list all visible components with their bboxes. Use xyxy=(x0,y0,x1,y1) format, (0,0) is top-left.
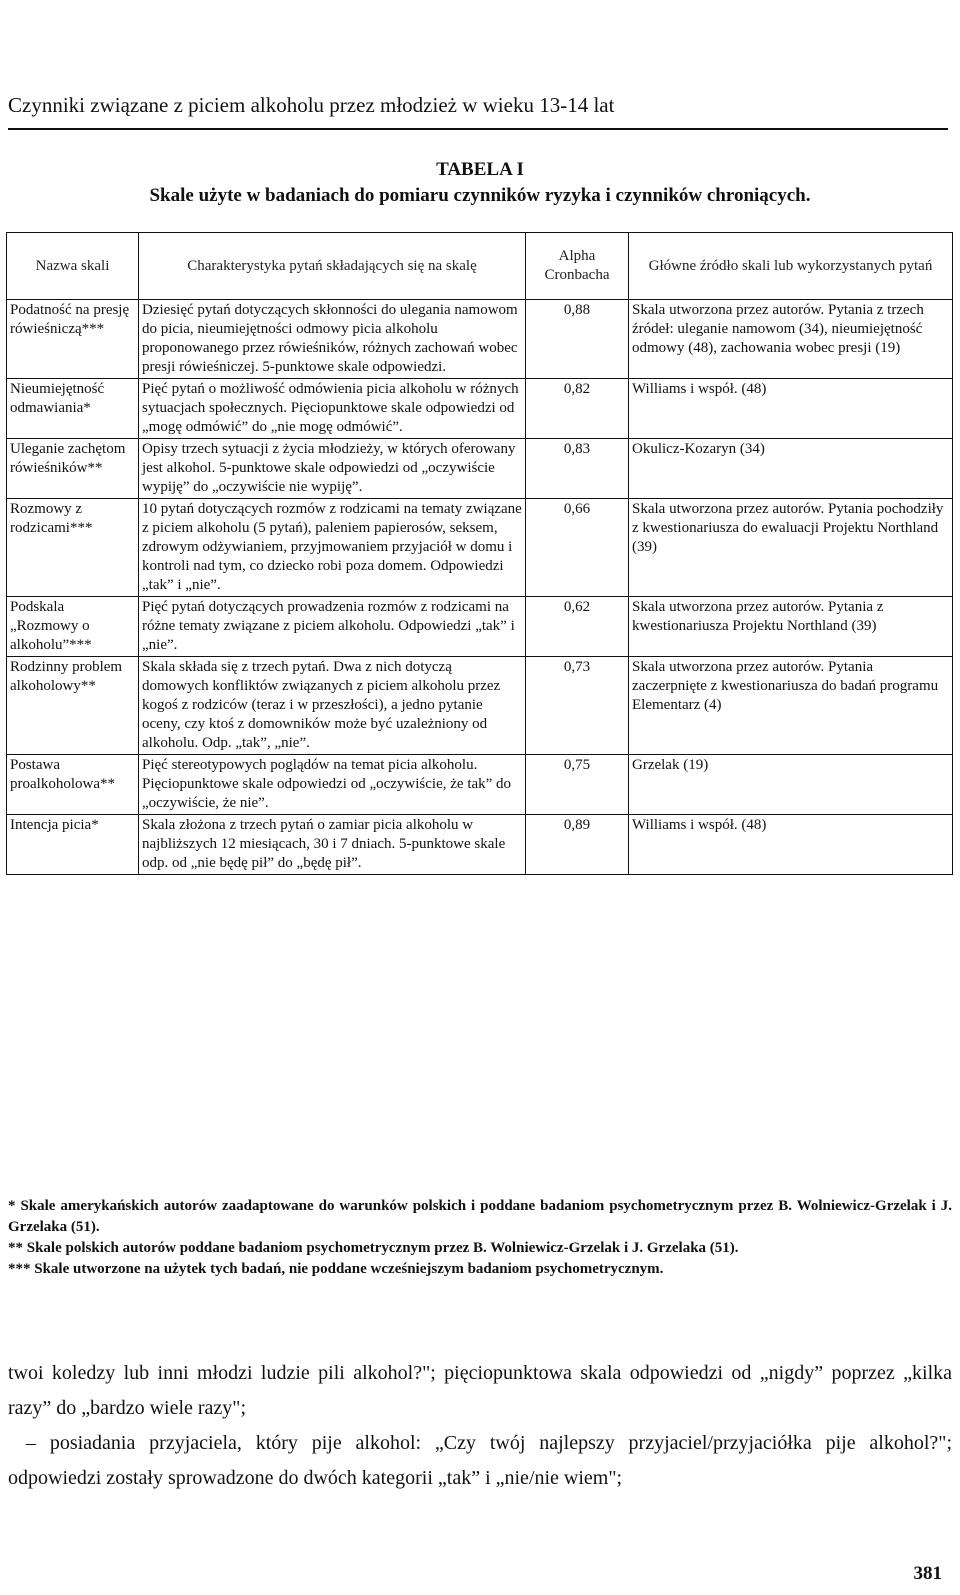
table-header-row xyxy=(7,233,953,300)
scale-source: Okulicz-Kozaryn (34) xyxy=(629,439,953,499)
table-row xyxy=(7,499,953,597)
body-paragraph: – posiadania przyjaciela, który pije alkohol: „Czy twój najlepszy przyjaciel/przyjaciółka pije alkohol?"; odpowiedzi zostały sprowadzone do dwóch kategorii „tak” i „nie/nie wiem"; xyxy=(8,1432,952,1489)
footnote: *** Skale utworzone na użytek tych badań, nie poddane wcześniejszym badaniom psychometrycznym. xyxy=(8,1261,664,1277)
table-row xyxy=(7,657,953,755)
scale-description: 10 pytań dotyczących rozmów z rodzicami na tematy związane z piciem alkoholu (5 pytań), paleniem papierosów, seksem, zdrowym odżywianiem, przyjmowaniem przyjaciół w domu i kontroli nad tym, co dziecko robi poza domem. Odpowiedzi „tak” i „nie”. xyxy=(139,499,526,597)
alpha-value: 0,66 xyxy=(526,499,629,597)
page-number: 381 xyxy=(913,1563,942,1584)
header-alpha: Alpha Cronbacha xyxy=(526,233,629,300)
alpha-value: 0,83 xyxy=(526,439,629,499)
alpha-value: 0,88 xyxy=(526,300,629,379)
scale-description: Opisy trzech sytuacji z życia młodzieży, w których oferowany jest alkohol. 5-punktowe skale odpowiedzi od „oczywiście wypiję” do „oczywiście nie wypiję”. xyxy=(139,439,526,499)
header-scale-name: Nazwa skali xyxy=(7,233,139,300)
table-title: Skale użyte w badaniach do pomiaru czynników ryzyka i czynników chroniących. xyxy=(149,185,811,206)
scale-source: Williams i współ. (48) xyxy=(629,379,953,439)
scale-description: Dziesięć pytań dotyczących skłonności do ulegania namowom do picia, nieumiejętności odmowy picia alkoholu proponowanego przez rówieśników, różnych zachowań wobec presji rówieśniczej. 5-punktowe skale odpowiedzi. xyxy=(139,300,526,379)
header-rule xyxy=(8,128,948,130)
scale-name: Podatność na presję rówieśniczą*** xyxy=(7,300,139,379)
footnote: * Skale amerykańskich autorów zaadaptowane do warunków polskich i poddane badaniom psychometrycznym przez B. Wolniewicz-Grzelak i J. Grzelaka (51). xyxy=(8,1198,952,1235)
scale-source: Skala utworzona przez autorów. Pytania pochodziły z kwestionariusza do ewaluacji Projektu Northland (39) xyxy=(629,499,953,597)
table-row xyxy=(7,815,953,875)
table-row xyxy=(7,300,953,379)
alpha-value: 0,82 xyxy=(526,379,629,439)
scale-source: Williams i współ. (48) xyxy=(629,815,953,875)
table-footnotes xyxy=(8,1196,952,1280)
footnote: ** Skale polskich autorów poddane badaniom psychometrycznym przez B. Wolniewicz-Grzelak i J. Grzelaka (51). xyxy=(8,1240,739,1256)
body-text xyxy=(8,1356,952,1496)
alpha-value: 0,89 xyxy=(526,815,629,875)
scale-name: Nieumiejętność odmawiania* xyxy=(7,379,139,439)
scale-description: Skala złożona z trzech pytań o zamiar picia alkoholu w najbliższych 12 miesiącach, 30 i 7 dniach. 5-punktowe skale odp. od „nie będę pił” do „będę pił”. xyxy=(139,815,526,875)
scale-name: Postawa proalkoholowa** xyxy=(7,755,139,815)
scale-name: Intencja picia* xyxy=(7,815,139,875)
alpha-value: 0,75 xyxy=(526,755,629,815)
scale-name: Rodzinny problem alkoholowy** xyxy=(7,657,139,755)
scale-source: Skala utworzona przez autorów. Pytania z kwestionariusza Projektu Northland (39) xyxy=(629,597,953,657)
table-row xyxy=(7,439,953,499)
header-source: Główne źródło skali lub wykorzystanych pytań xyxy=(629,233,953,300)
table-row xyxy=(7,755,953,815)
scale-description: Pięć pytań o możliwość odmówienia picia alkoholu w różnych sytuacjach społecznych. Pięciopunktowe skale odpowiedzi od „mogę odmówić” do „nie mogę odmówić”. xyxy=(139,379,526,439)
table-label: TABELA I xyxy=(436,159,524,180)
alpha-value: 0,62 xyxy=(526,597,629,657)
scale-source: Skala utworzona przez autorów. Pytania z trzech źródeł: uleganie namowom (34), nieumiejętność odmowy (48), zachowania wobec presji (19) xyxy=(629,300,953,379)
header-description: Charakterystyka pytań składających się na skalę xyxy=(139,233,526,300)
scale-source: Grzelak (19) xyxy=(629,755,953,815)
running-head: Czynniki związane z piciem alkoholu przez młodzież w wieku 13-14 lat xyxy=(8,93,615,117)
scales-table xyxy=(6,232,953,875)
scale-source: Skala utworzona przez autorów. Pytania zaczerpnięte z kwestionariusza do badań programu Elementarz (4) xyxy=(629,657,953,755)
body-paragraph: twoi koledzy lub inni młodzi ludzie pili alkohol?"; pięciopunktowa skala odpowiedzi od „nigdy” poprzez „kilka razy” do „bardzo wiele razy"; xyxy=(8,1362,952,1419)
scale-description: Pięć stereotypowych poglądów na temat picia alkoholu. Pięciopunktowe skale odpowiedzi od „oczywiście, że tak” do „oczywiście, że nie”. xyxy=(139,755,526,815)
table-row xyxy=(7,597,953,657)
scale-description: Skala składa się z trzech pytań. Dwa z nich dotyczą domowych konfliktów związanych z piciem alkoholu przez kogoś z rodziców (teraz i w przeszłości), a jedno pytanie oceny, czy ktoś z domowników może być uzależniony od alkoholu. Odp. „tak”, „nie”. xyxy=(139,657,526,755)
scale-name: Podskala „Rozmowy o alkoholu”*** xyxy=(7,597,139,657)
scale-description: Pięć pytań dotyczących prowadzenia rozmów z rodzicami na różne tematy związane z piciem alkoholu. Odpowiedzi „tak” i „nie”. xyxy=(139,597,526,657)
scale-name: Uleganie zachętom rówieśników** xyxy=(7,439,139,499)
alpha-value: 0,73 xyxy=(526,657,629,755)
table-row xyxy=(7,379,953,439)
scale-name: Rozmowy z rodzicami*** xyxy=(7,499,139,597)
